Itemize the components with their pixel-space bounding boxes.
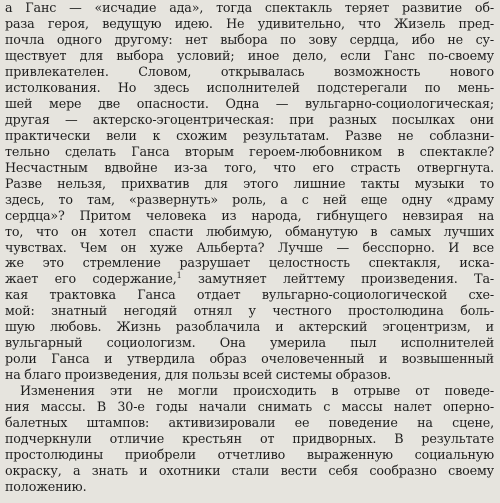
text-line: окраску, а знать и охотники стали вести себя сообразно своему bbox=[5, 463, 494, 479]
text-line: практически вели к схожим результатам. Разве не соблазни- bbox=[5, 127, 494, 143]
text-line: ния массы. В 30-е годы начали снимать с массы налет оперно- bbox=[5, 399, 494, 415]
text-line: на благо произведения, для пользы всей системы образов. bbox=[5, 367, 391, 383]
text-line: кая трактовка Ганса отдает вульгарно-социологической схе- bbox=[5, 287, 494, 303]
text-line: Разве нельзя, прихватив для этого лишние такты музыки то bbox=[5, 175, 494, 191]
footnote-marker: 1 bbox=[176, 271, 182, 281]
text-line: подчеркнули отличие крестьян от придворных. В результате bbox=[5, 431, 494, 447]
text-line: шей мере две опасности. Одна — вульгарно-социологическая; bbox=[5, 95, 494, 111]
text-line: вульгарный социологизм. Она умерила пыл исполнителей bbox=[5, 335, 494, 351]
text-line: чувствах. Чем он хуже Альберта? Лучше — бесспорно. И все bbox=[5, 239, 494, 255]
text-line: здесь, то там, «развернуть» роль, а с ней еще одну «драму bbox=[5, 191, 494, 207]
text-line: сердца»? Притом человека из народа, гибнущего невзирая на bbox=[5, 207, 494, 223]
text-line-with-footnote bbox=[5, 271, 494, 287]
text-line: роли Ганса и утвердила образ очеловеченный и возвышенный bbox=[5, 351, 494, 367]
paragraph-first-line: Изменения эти не могли происходить в отрыве от поведе- bbox=[20, 383, 494, 399]
text-line: почла одного другому: нет выбора по зову сердца, ибо не су- bbox=[5, 31, 494, 47]
text-line: положению. bbox=[5, 479, 87, 494]
text-line: шую любовь. Жизнь разоблачила и актерский эгоцентризм, и bbox=[5, 319, 494, 335]
text-line: простолюдины приобрели отчетливо выраженную социальную bbox=[5, 447, 494, 463]
text-line: мой: знатный негодяй отнял у честного простолюдина боль- bbox=[5, 303, 494, 319]
text-line: балетных штампов: активизировали ее поведение на сцене, bbox=[5, 415, 494, 431]
text-line: раза героя, ведущую идею. Не удивительно, что Жизель пред- bbox=[5, 15, 494, 31]
text-line: привлекателен. Словом, открывалась возможность нового bbox=[5, 63, 494, 79]
text-line: Несчастным вдвойне из-за того, что его страсть отвергнута. bbox=[5, 159, 494, 175]
text-line: истолкования. Но здесь исполнителей подстерегали по мень- bbox=[5, 79, 494, 95]
text-line: то, что он хотел спасти любимую, обманутую в самых лучших bbox=[5, 223, 494, 239]
text-fragment: замутняет лейттему произведения. Та- bbox=[181, 271, 494, 287]
text-line: ществует для выбора условий; иное дело, если Ганс по-своему bbox=[5, 47, 494, 63]
text-line: другая — актерско-эгоцентрическая: при разных посылках они bbox=[5, 111, 494, 127]
text-line: же это стремление разрушает целостность спектакля, иска- bbox=[5, 255, 494, 271]
text-line: а Ганс — «исчадие ада», тогда спектакль теряет развитие об- bbox=[5, 0, 494, 15]
text-fragment: жает его содержание, bbox=[5, 271, 177, 287]
text-line: тельно сделать Ганса вторым героем-любовником в спектакле? bbox=[5, 143, 494, 159]
